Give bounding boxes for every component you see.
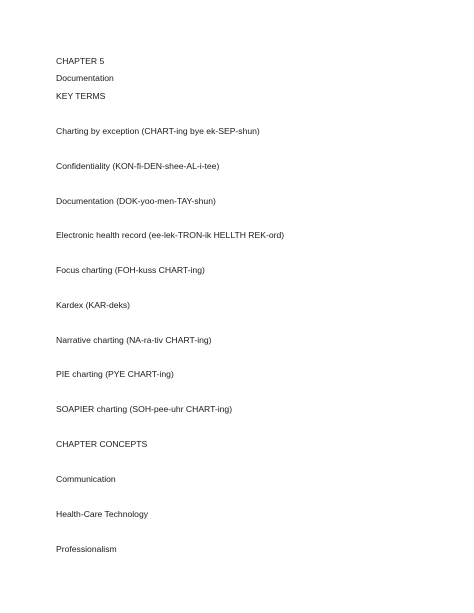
concept-item: Communication [56, 474, 116, 484]
key-terms-heading: KEY TERMS [56, 91, 106, 101]
concept-item: Health-Care Technology [56, 509, 149, 519]
key-term-item: Charting by exception (CHART-ing bye ek-SEP-shun) [56, 126, 260, 136]
key-term-item: Documentation (DOK-yoo-men-TAY-shun) [56, 196, 216, 206]
chapter-title: Documentation [56, 73, 114, 83]
key-term-item: SOAPIER charting (SOH-pee-uhr CHART-ing) [56, 404, 233, 414]
key-term-item: PIE charting (PYE CHART-ing) [56, 369, 174, 379]
chapter-number: CHAPTER 5 [56, 56, 105, 66]
chapter-concepts-heading: CHAPTER CONCEPTS [56, 439, 148, 449]
concept-item: Professionalism [56, 544, 117, 554]
key-term-item: Narrative charting (NA-ra-tiv CHART-ing) [56, 335, 212, 345]
key-term-item: Confidentiality (KON-fi-DEN-shee-AL-i-tee) [56, 161, 220, 171]
key-term-item: Focus charting (FOH-kuss CHART-ing) [56, 265, 205, 275]
key-term-item: Electronic health record (ee-lek-TRON-ik HELLTH REK-ord) [56, 230, 285, 240]
key-term-item: Kardex (KAR-deks) [56, 300, 131, 310]
